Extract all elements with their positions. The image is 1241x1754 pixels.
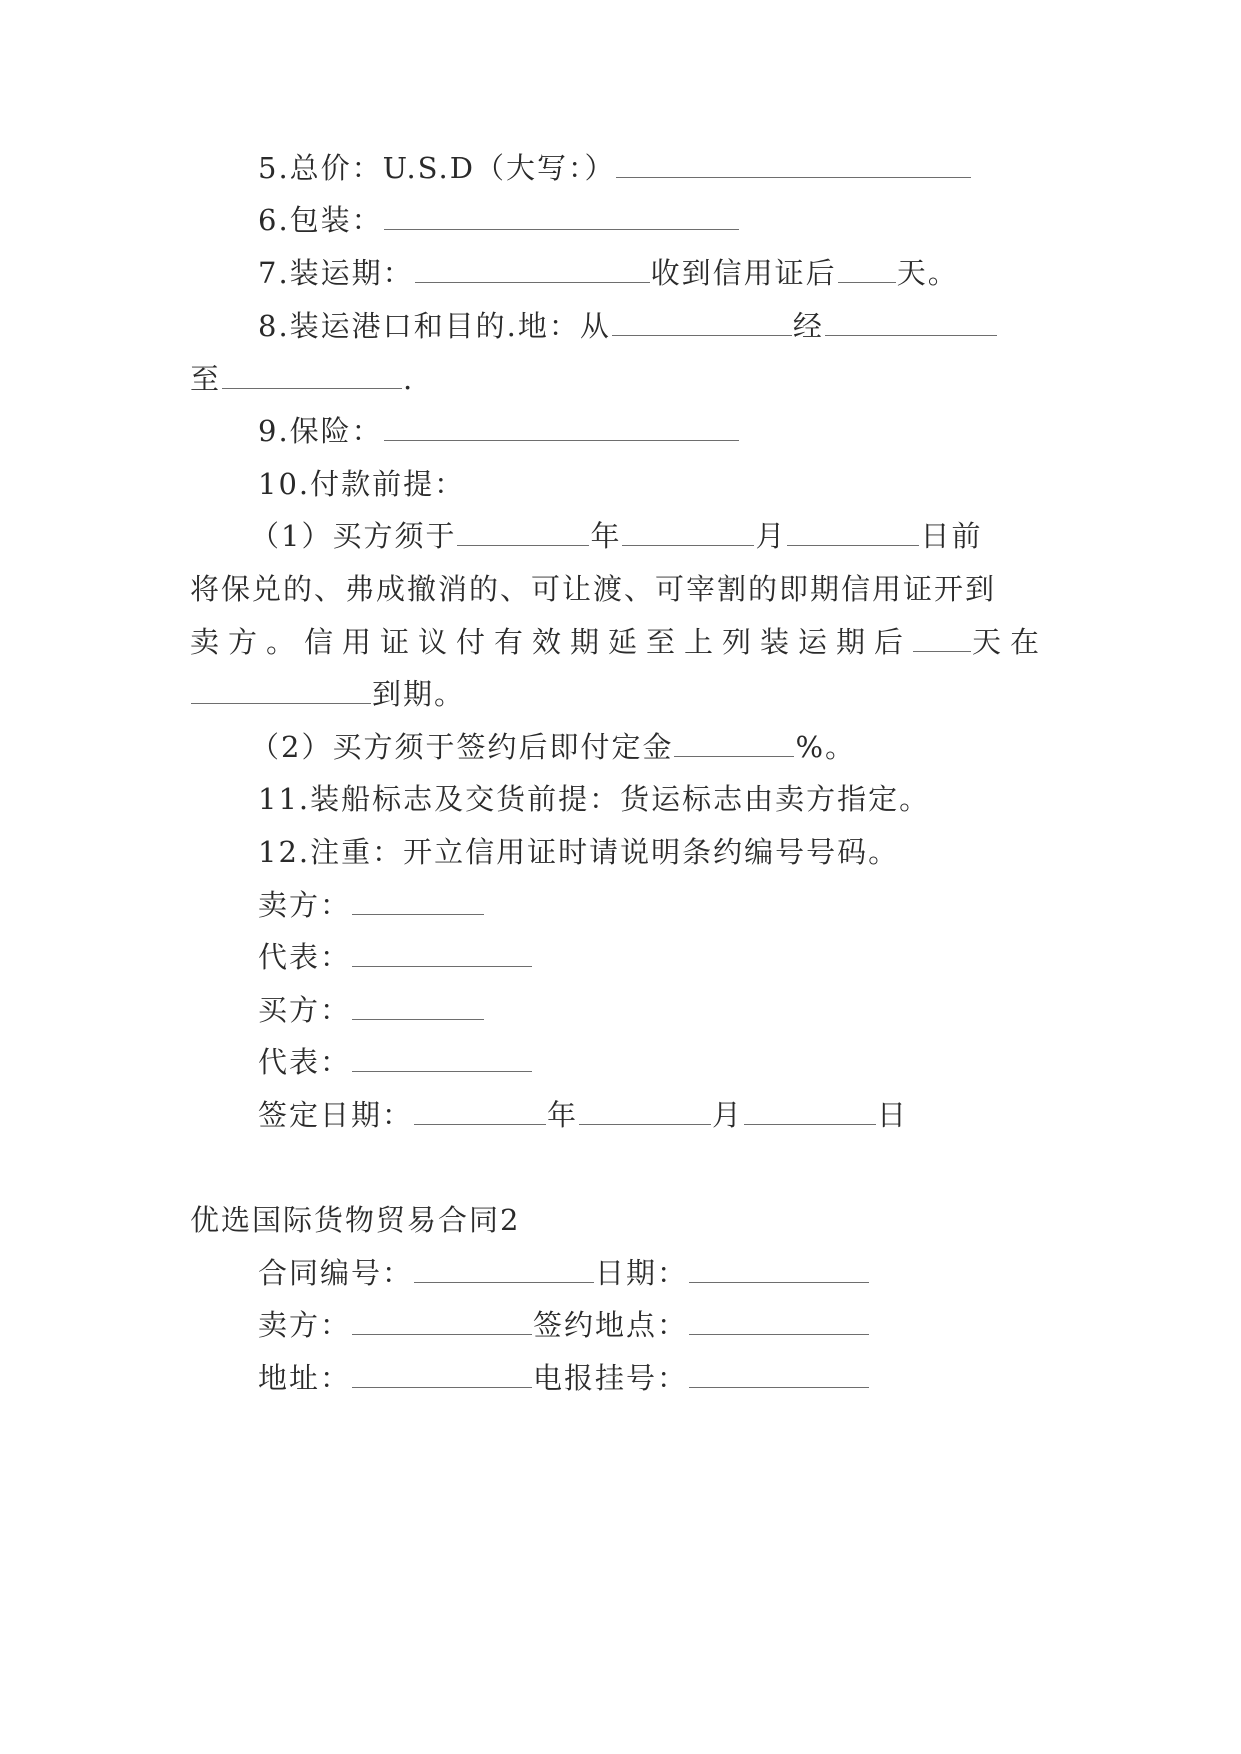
sign-place-blank[interactable]	[689, 1306, 869, 1335]
buyer-line	[258, 990, 485, 1030]
telegraph-label: 电报挂号：	[533, 1361, 689, 1395]
seller2-label: 卖方：	[258, 1308, 352, 1342]
packing-label: 6.包装：	[258, 203, 383, 237]
payment-1-line	[250, 516, 983, 556]
seller2-blank[interactable]	[352, 1306, 532, 1335]
payment-label: 10.付款前提：	[258, 467, 466, 501]
contract-no-blank[interactable]	[414, 1254, 594, 1283]
packing-blank[interactable]	[384, 201, 739, 230]
payment-day-blank[interactable]	[787, 517, 919, 546]
payment-year-blank[interactable]	[457, 517, 589, 546]
payment-1-line-3	[190, 622, 1048, 662]
marks-text: 11.装船标志及交货前提：货运标志由卖方指定。	[258, 782, 931, 816]
contract-2-title	[190, 1200, 520, 1240]
payment-line	[258, 464, 465, 504]
rep1-blank[interactable]	[352, 938, 532, 967]
deposit-percent: %。	[795, 730, 857, 764]
sign-day-blank[interactable]	[744, 1096, 876, 1125]
contract-no-label: 合同编号：	[258, 1256, 414, 1290]
shipment-line	[258, 253, 959, 293]
shipment-days-blank[interactable]	[838, 254, 896, 283]
payment-day-text: 日前	[920, 519, 983, 553]
port-via-blank[interactable]	[825, 307, 997, 336]
expiry-text: 到期。	[372, 677, 466, 711]
note-line	[258, 832, 899, 872]
sign-year-blank[interactable]	[414, 1096, 546, 1125]
buyer-blank[interactable]	[352, 991, 484, 1020]
shipment-blank[interactable]	[415, 254, 650, 283]
expiry-place-blank[interactable]	[191, 675, 371, 704]
seller-blank[interactable]	[352, 886, 484, 915]
rep2-label: 代表：	[258, 1045, 352, 1079]
port-label: 8.装运港口和目的.地：从	[258, 309, 611, 343]
packing-line	[258, 200, 740, 240]
shipment-lc-text: 收到信用证后	[650, 256, 837, 290]
sign-date-label: 签定日期：	[258, 1098, 414, 1132]
shipment-label: 7.装运期：	[258, 256, 414, 290]
port-period: .	[403, 362, 415, 396]
payment-1-text-3: 卖方。信用证议付有效期延至上列装运期后	[190, 625, 913, 659]
payment-month-blank[interactable]	[622, 517, 754, 546]
port-to-blank[interactable]	[222, 360, 402, 389]
sign-place-label: 签约地点：	[533, 1308, 689, 1342]
deposit-text: （2）买方须于签约后即付定金	[250, 730, 674, 764]
date-label: 日期：	[595, 1256, 689, 1290]
seller-line	[258, 885, 485, 925]
payment-2-line	[250, 727, 856, 767]
port-via-text: 经	[792, 309, 824, 343]
validity-days-text: 天在	[972, 625, 1049, 659]
deposit-blank[interactable]	[674, 728, 794, 757]
buyer-label: 买方：	[258, 993, 352, 1027]
note-text: 12.注重：开立信用证时请说明条约编号号码。	[258, 835, 900, 869]
date-blank[interactable]	[689, 1254, 869, 1283]
address-blank[interactable]	[352, 1359, 532, 1388]
address-label: 地址：	[258, 1361, 352, 1395]
rep1-line	[258, 937, 533, 977]
total-price-label: 5.总价：U.S.D（大写：）	[258, 151, 616, 185]
payment-year-text: 年	[590, 519, 622, 553]
address-line	[258, 1358, 870, 1398]
insurance-label: 9.保险：	[258, 414, 383, 448]
sign-day-text: 日	[877, 1098, 909, 1132]
rep2-line	[258, 1042, 533, 1082]
sign-month-text: 月	[712, 1098, 744, 1132]
validity-days-blank[interactable]	[913, 623, 971, 652]
insurance-line	[258, 411, 740, 451]
sign-month-blank[interactable]	[579, 1096, 711, 1125]
sign-year-text: 年	[547, 1098, 579, 1132]
port-to-text: 至	[190, 362, 222, 396]
shipment-days-text: 天。	[896, 256, 959, 290]
payment-1-line-2	[190, 569, 996, 609]
payment-1-line-4	[190, 674, 465, 714]
contract-2-title-text: 优选国际货物贸易合同2	[190, 1203, 521, 1237]
rep1-label: 代表：	[258, 940, 352, 974]
marks-line	[258, 779, 930, 819]
payment-month-text: 月	[755, 519, 787, 553]
payment-1-text: （1）买方须于	[250, 519, 457, 553]
seller-label: 卖方：	[258, 888, 352, 922]
telegraph-blank[interactable]	[689, 1359, 869, 1388]
total-price-line	[258, 148, 972, 188]
rep2-blank[interactable]	[352, 1043, 532, 1072]
payment-1-text-2: 将保兑的、弗成撤消的、可让渡、可宰割的即期信用证开到	[190, 572, 997, 606]
port-line-cont	[190, 359, 414, 399]
port-line	[258, 306, 998, 346]
insurance-blank[interactable]	[384, 412, 739, 441]
seller2-line	[258, 1305, 870, 1345]
port-from-blank[interactable]	[612, 307, 792, 336]
sign-date-line	[258, 1095, 908, 1135]
total-price-blank[interactable]	[616, 149, 971, 178]
contract-no-line	[258, 1253, 870, 1293]
